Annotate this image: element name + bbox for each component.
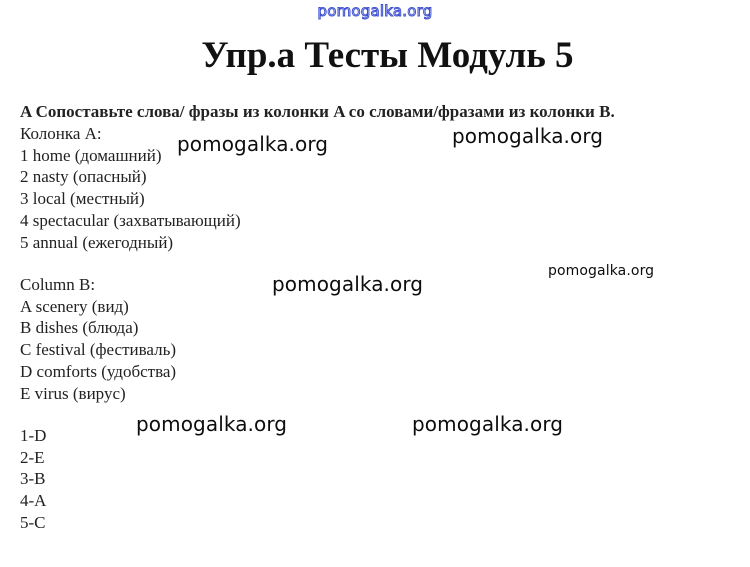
list-item: 5 annual (ежегодный) (20, 232, 174, 252)
watermark: pomogalka.org (177, 132, 329, 156)
watermark: pomogalka.org (548, 263, 655, 279)
watermark: pomogalka.org (272, 272, 424, 296)
list-item: 3 local (местный) (20, 189, 145, 209)
list-item: E virus (вирус) (20, 383, 126, 403)
watermark: pomogalka.org (136, 412, 288, 436)
list-item: B dishes (блюда) (20, 318, 139, 338)
column-a-heading: Колонка A: (20, 124, 102, 143)
answer-item: 4-A (20, 491, 47, 511)
list-item: 1 home (домашний) (20, 145, 162, 165)
list-item: D comforts (удобства) (20, 361, 177, 381)
answer-item: 1-D (20, 426, 47, 445)
list-item: 4 spectacular (захватывающий) (20, 210, 241, 230)
page-title: Упр.a Тесты Модуль 5 (201, 35, 574, 76)
answers-list (20, 425, 46, 534)
watermark: pomogalka.org (412, 412, 564, 436)
top-watermark: pomogalka.org (317, 2, 433, 20)
list-item: 2 nasty (опасный) (20, 167, 147, 187)
task-instruction: A Сопоставьте слова/ фразы из колонки A со словами/фразами из колонки B. (20, 102, 615, 121)
list-item: C festival (фестиваль) (20, 340, 176, 360)
list-item: A scenery (вид) (20, 296, 129, 316)
answer-item: 3-B (20, 469, 46, 489)
answer-item: 2-E (20, 447, 45, 467)
watermark: pomogalka.org (452, 124, 604, 148)
column-b-heading: Column B: (20, 275, 96, 294)
answer-item: 5-C (20, 512, 46, 532)
column-b (20, 274, 176, 404)
